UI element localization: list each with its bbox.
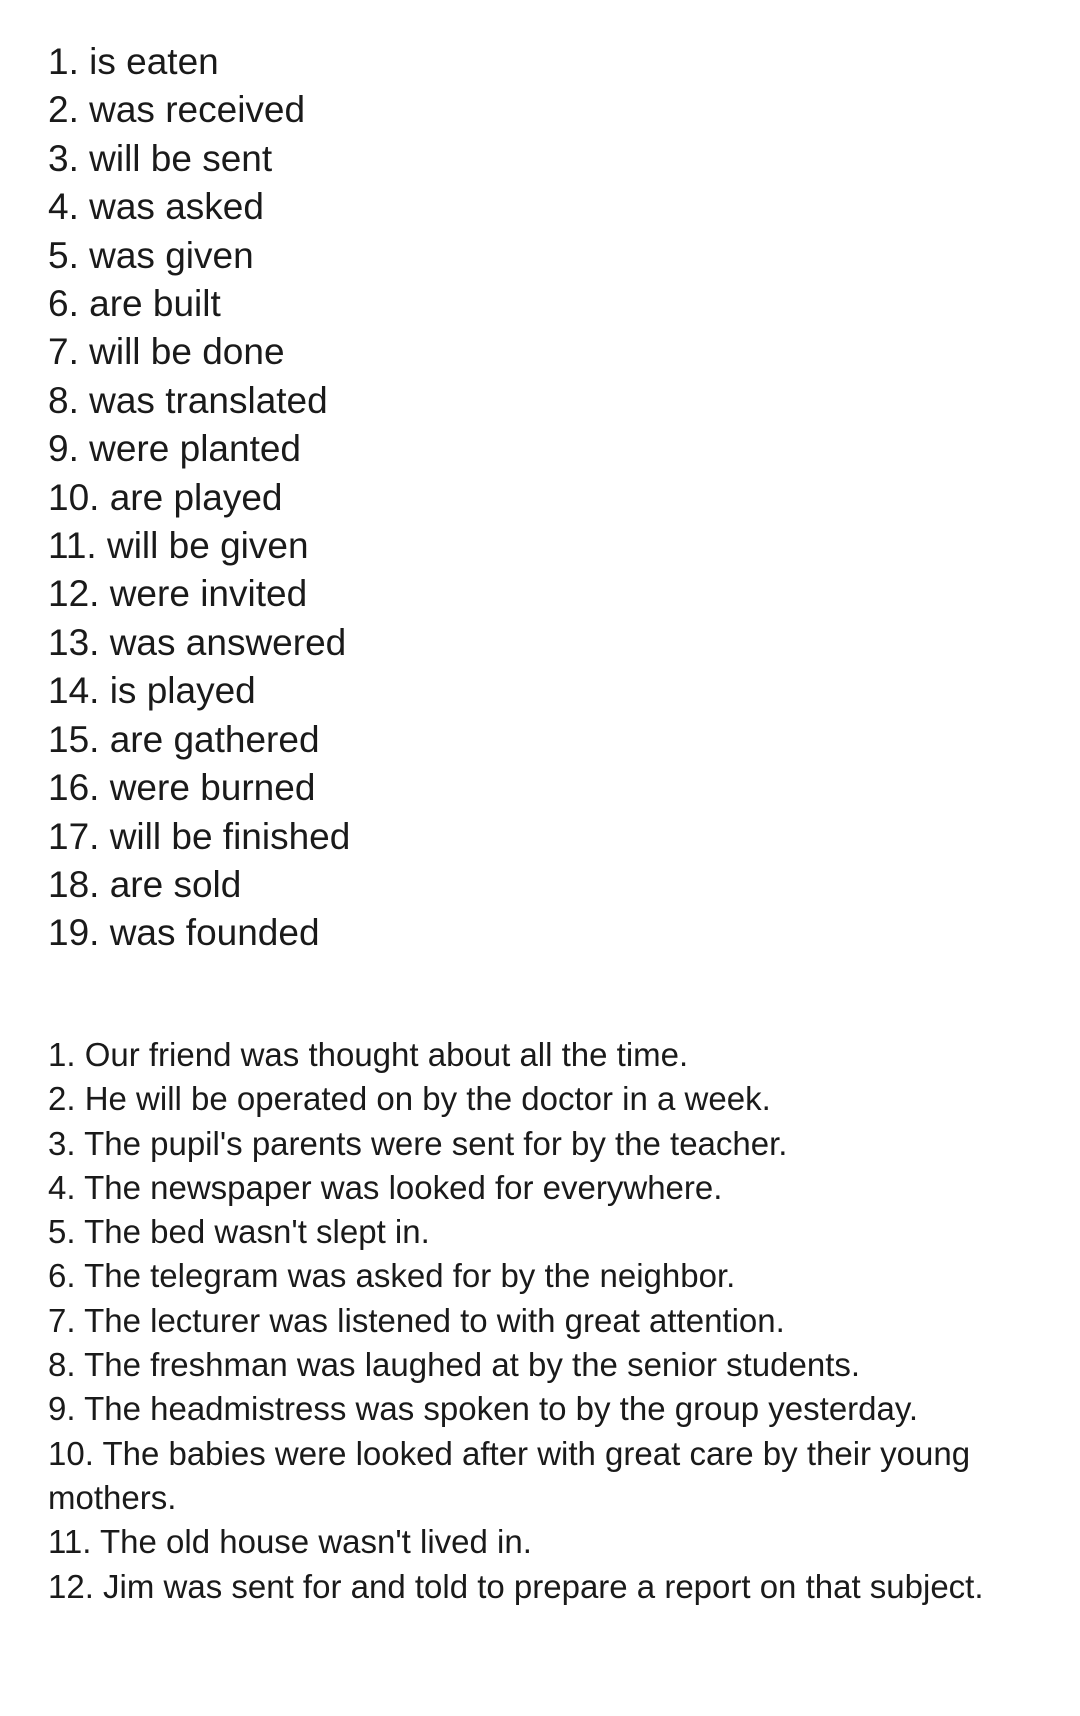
- list-item: 15. are gathered: [48, 718, 320, 760]
- list-item: 8. The freshman was laughed at by the senior students.: [48, 1346, 861, 1384]
- list-item: 6. are built: [48, 283, 221, 325]
- answer-list-passive-forms: [48, 38, 1048, 958]
- list-item: 12. were invited: [48, 573, 308, 615]
- list-item: 4. was asked: [48, 186, 264, 228]
- list-item: 7. The lecturer was listened to with great attention.: [48, 1301, 785, 1339]
- list-item: 11. The old house wasn't lived in.: [48, 1523, 532, 1561]
- list-item: 10. are played: [48, 476, 283, 518]
- list-item: 9. The headmistress was spoken to by the group yesterday.: [48, 1390, 919, 1428]
- list-item: 3. will be sent: [48, 137, 273, 179]
- list-item: 5. The bed wasn't slept in.: [48, 1213, 430, 1251]
- list-item: 16. were burned: [48, 767, 316, 809]
- list-item: 12. Jim was sent for and told to prepare a report on that subject.: [48, 1567, 984, 1605]
- list-item: 9. were planted: [48, 428, 302, 470]
- list-item: 14. is played: [48, 670, 256, 712]
- list-item: 2. was received: [48, 89, 306, 131]
- list-item: 1. is eaten: [48, 41, 219, 82]
- list-item: 4. The newspaper was looked for everywhere.: [48, 1168, 723, 1206]
- list-item: 18. are sold: [48, 863, 242, 905]
- list-item: 11. will be given: [48, 525, 309, 567]
- list-item: 1. Our friend was thought about all the time.: [48, 1036, 689, 1073]
- list-item: 19. was founded: [48, 912, 320, 954]
- list-item: 13. was answered: [48, 621, 347, 663]
- list-item: 7. will be done: [48, 331, 285, 373]
- list-item: 6. The telegram was asked for by the neighbor.: [48, 1257, 736, 1295]
- list-item: 2. He will be operated on by the doctor in a week.: [48, 1080, 771, 1118]
- list-item: 5. was given: [48, 234, 254, 276]
- list-item: 17. will be finished: [48, 815, 351, 857]
- list-item: 8. was translated: [48, 379, 328, 421]
- answer-list-sentences: [48, 1033, 1048, 1609]
- list-item: 3. The pupil's parents were sent for by the teacher.: [48, 1124, 788, 1162]
- list-item: 10. The babies were looked after with great care by their young mothers.: [48, 1434, 971, 1516]
